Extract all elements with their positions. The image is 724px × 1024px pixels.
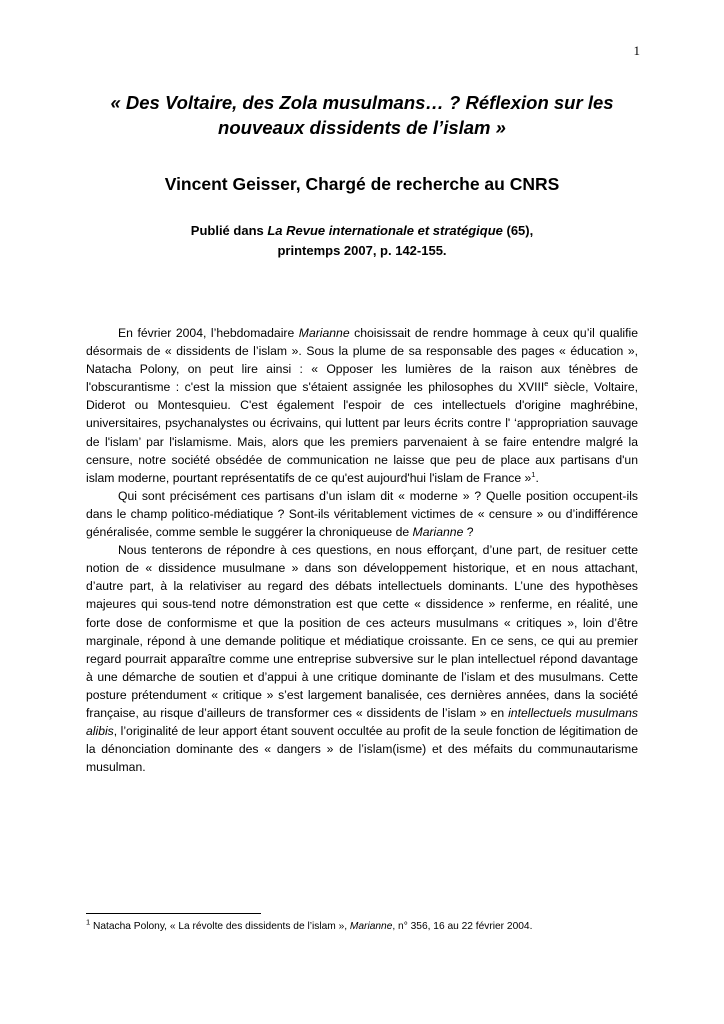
journal-name: La Revue internationale et stratégique — [267, 223, 503, 238]
paragraph-3-text-c: , l’originalité de leur apport étant souvent occultée au profit de la seule fonction de légitimation de la dénonciation dominante des « dangers » de l’islam(isme) et des méfaits du communautarisme musulman. — [86, 724, 638, 775]
footnote-text-c: , n° 356, 16 au 22 février 2004. — [392, 921, 533, 932]
paragraph-1-text-c: choisissait de rendre hommage à ceux qu’il qualifie désormais de « dissidents de l’islam ». Sous la plume de sa responsable des pages « éducation », Natacha Polony, on peut lire ainsi : « Opposer les lumières de la raison aux ténèbres de l'obscurantisme : c'est la mission que s'étaient assignée les philosophes du XVIII — [86, 326, 638, 395]
footnote-italic: Marianne — [349, 921, 393, 932]
paragraph-2-text-c: ? — [463, 525, 474, 540]
publication-suffix: (65), — [502, 223, 534, 238]
paragraph-2 — [86, 487, 638, 541]
paragraph-3 — [86, 541, 638, 776]
paragraph-1-italic: Marianne — [298, 326, 350, 340]
page-number: 1 — [633, 43, 640, 58]
century-superscript: e — [544, 379, 549, 389]
footnote-marker: 1 — [86, 917, 91, 927]
paragraph-2-text-a: Qui sont précisément ces partisans d’un islam dit « moderne » ? Quelle position occupent-ils dans le champ politico-médiatique ? Sont-ils véritablement victimes de « censure » ou d’indifférence généralisée, comme semble le suggérer la chroniqueuse de — [86, 488, 638, 540]
paragraph-1-text-e: siècle, Voltaire, Diderot ou Montesquieu. C'est également l'espoir de ces intellectuels d'origine maghrébine, universitaires, psychanalystes ou écrivains, qui luttent par leurs écrits contre l' ‘appropriation sauvage de l'islam’ par l'islamisme. Mais, alors que les premiers parvenaient à se faire entendre malgré la censure, notre société obsédée de communication ne laisse que peu de place aux partisans d'un islam moderne, pourtant représentatifs de ce qu'est aujourd'hui l'islam de France » — [86, 380, 638, 485]
article-title: « Des Voltaire, des Zola musulmans… ? Réflexion sur les nouveaux dissidents de l’islam » — [110, 92, 614, 138]
author-line: Vincent Geisser, Chargé de recherche au CNRS — [164, 174, 560, 194]
paragraph-1 — [86, 324, 638, 487]
footnote-text-a: Natacha Polony, « La révolte des dissidents de l’islam », — [90, 921, 350, 932]
paragraph-3-text-a: Nous tenterons de répondre à ces questions, en nous efforçant, d’une part, de resituer cette notion de « dissidence musulmane » dans son développement historique, et en nous attachant, d’autre part, à la relativiser au regard des débats intellectuels dominants. L’une des hypothèses majeures qui sous-tend notre démonstration est que cette « dissidence » renferme, en réalité, une forte dose de conformisme et que la position de ces acteurs musulmans « critiques », loin d’être marginale, répond à une demande politique et médiatique croissante. En ce sens, ce qui au premier regard pourrait apparaître comme une entreprise subversive sur le plan intellectuel répond davantage à une démarche de soutien et d’appui à une critique dominante de l’islam et des musulmans. Cette posture prétendument « critique » s’est largement banalisée, ces dernières années, dans la société française, au risque d’ailleurs de transformer ces « dissidents de l’islam » en — [86, 543, 638, 720]
footnote — [86, 917, 638, 934]
article-body — [86, 324, 638, 776]
paragraph-1-text-g: . — [535, 470, 539, 485]
footnote-divider — [86, 913, 261, 914]
paragraph-3-italic: intellectuels musulmans alibis — [86, 705, 638, 739]
publication-line-2: printemps 2007, p. 142-155. — [277, 243, 447, 258]
paragraph-1-text-a: En février 2004, l’hebdomadaire — [118, 326, 299, 340]
publication-info — [86, 221, 638, 261]
publication-prefix: Publié dans — [190, 223, 268, 238]
paragraph-2-italic: Marianne — [412, 525, 464, 540]
footnote-reference[interactable]: 1 — [531, 469, 536, 479]
publication-line-1 — [86, 221, 638, 241]
